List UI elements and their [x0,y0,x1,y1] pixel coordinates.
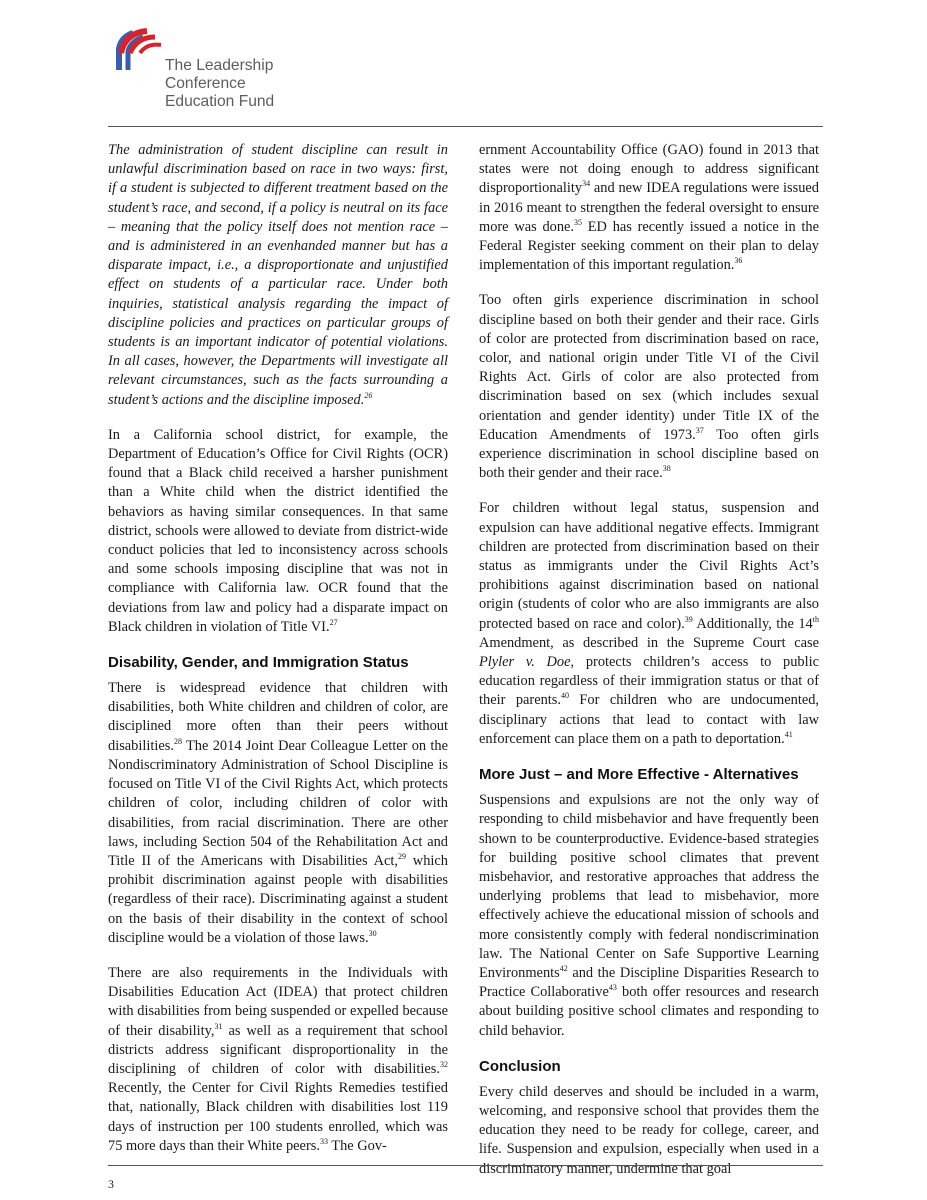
logo-line: Education Fund [165,93,275,110]
logo-arcs-icon [103,27,163,77]
paragraph-gao: ernment Accountability Office (GAO) found in 2013 that states were not doing enough to address significant disproportionality$^{34}$ and new IDEA regulations were issued in 2016 meant to strengthen the federal oversight to ensure more was done.$^{35}$ ED has recently issued a notice in the Federal Register seeking comment on their plan to delay implementation of this important regulation.$^{36}$ [479,142,819,274]
ordinal-suffix: th [812,614,819,624]
footer-divider [108,1165,823,1166]
footnote-ref: 29 [397,852,406,862]
footnote-ref: 31 [214,1021,223,1031]
logo-wordmark [165,57,274,111]
organization-logo [103,27,303,112]
left-column [108,141,448,1172]
paragraph-disability: There is widespread evidence that children with disabilities, both White children and children of color, are disciplined more often than their peers without disabilities.$^{28}$ The 2014 Joint Dear Colleague Letter on the Nondiscriminatory Administration of School Discipline is focused on Title VI of the Civil Rights Act, which protects children of color, including children of color with disabilities, from racial discrimination. There are other laws, including Section 504 of the Rehabilitation Act and Title II of the Americans with Disabilities Act,$^{29}$ which prohibit discrimination against people with disabilities (regardless of their race). Discriminating against a student on the basis of their disability in the context of school discipline would be a violation of those laws.$^{30}$ [108,680,448,946]
footnote-ref: 37 [695,426,704,436]
paragraph-alternatives: Suspensions and expulsions are not the only way of responding to child misbehavior and have frequently been shown to be counterproductive. Evidence-based strategies for building positive school climates that prevent misbehavior, and restorative approaches that address the underlying problems that lead to misbehavior, more effectively achieve the educational mission of schools and more consistently comply with federal nondiscrimination law. The National Center on Safe Supportive Learning Environments$^{42}$ and the Discipline Disparities Research to Practice Collaborative$^{43}$ both offer resources and research about building positive school climates and responding to child behavior. [479,792,819,1039]
footnote-ref: 34 [582,179,591,189]
paragraph-girls-of-color: Too often girls experience discrimination in school discipline based on both their gender and their race. Girls of color are protected from discrimination based on race, color, and national origin under Title VI of the Civil Rights Act. Girls of color are also protected from discrimination based on sex (which includes sexual orientation and gender identity) under Title IX of the Education Amendments of 1973.37 Too often girls experience discrimination in school discipline based on both their gender and their race.$^{38}$ [479,292,819,482]
footnote-ref: 39 [684,614,693,624]
section-heading-conclusion: Conclusion [479,1057,561,1075]
section-heading-alternatives: More Just – and More Effective - Alternatives [479,766,799,784]
footnote-ref: 36 [734,256,743,266]
paragraph-california-example: In a California school district, for example, the Department of Education’s Office for Civil Rights (OCR) found that a Black child received a harsher punishment than a White child when the district identified the behaviors as having similar consequences. In that same district, schools were allowed to deviate from district-wide conduct policies that led to inconsistency across schools and some schools imposing discipline that was not in compliance with California law. OCR found that the deviations from law and policy had a disparate impact on Black children in violation of Title VI.$^{27}$ [108,426,448,635]
footnote-ref: 26 [364,390,373,400]
paragraph-idea: There are also requirements in the Individuals with Disabilities Education Act (IDEA) that protect children with disabilities from being suspended or expelled because of their disability,$^{31}$ as well as a requirement that school districts address significant disproportionality in the disciplining of children of color with disabilities.$^{32}$ Recently, the Center for Civil Rights Remedies testified that, nationally, Black children with disabilities lost 119 days of instruction per 100 students enrolled, which was 75 more days than their White peers.$^{33}$ The Gov- [108,964,448,1154]
footnote-ref: 27 [329,618,338,628]
logo-line: The Leadership [165,57,274,74]
footnote-ref: 42 [559,964,568,974]
quoted-guidance: The administration of student discipline can result in unlawful discrimination based on race in two ways: first, if a student is subjected to different treatment based on the student’s race, and second, if a policy is neutral on its face – meaning that the policy itself does not mention race – and is administered in an evenhanded manner but has a disparate impact, i.e., a disproportionate and unjustified effect on students of a particular race. Under both inquiries, statistical analysis regarding the impact of discipline policies and practices on particular groups of students is an important indicator of potential violations. In all cases, however, the Departments will investigate all relevant circumstances, such as the facts surrounding a student’s actions and the discipline imposed.$^{26}$ [108,142,448,408]
paragraph-immigration: For children without legal status, suspension and expulsion can have additional negative effects. Immigrant children are protected from discrimination based on their status as immigrants under the Civil Rights Act’s prohibitions against discrimination based on national origin (students of color who are also immigrants are also protected based on race and color).$^{39}$ Additionally, the 14th Amendment, as described in the Supreme Court case Plyler v. Doe, protects children’s access to public education regardless of their immigration status or that of their parents.$^{40}$ For children who are undocumented, disciplinary actions that lead to contact with law enforcement can place them on a path to deportation.$^{41}$ [479,500,820,747]
footnote-ref: 41 [784,730,793,740]
footnote-ref: 28 [173,736,182,746]
footnote-ref: 32 [440,1060,448,1070]
footnote-ref: 35 [574,218,583,228]
footnote-ref: 38 [662,464,671,474]
footnote-ref: 30 [368,928,377,938]
right-column [479,141,819,1195]
logo-line: Conference [165,75,246,92]
case-citation: Plyler v. Doe [479,654,571,671]
paragraph-conclusion: Every child deserves and should be included in a warm, welcoming, and responsive school that provides them the education they need to be ready for college, career, and life. Suspension and expulsion, especially when used in a discriminatory manner, undermine that goal [479,1083,819,1177]
header-divider [108,126,823,127]
section-heading-disability: Disability, Gender, and Immigration Status [108,654,409,672]
footnote-ref: 43 [608,983,617,993]
page-number: 3 [108,1177,114,1191]
footnote-ref: 40 [560,691,569,701]
footnote-ref: 33 [319,1136,328,1146]
